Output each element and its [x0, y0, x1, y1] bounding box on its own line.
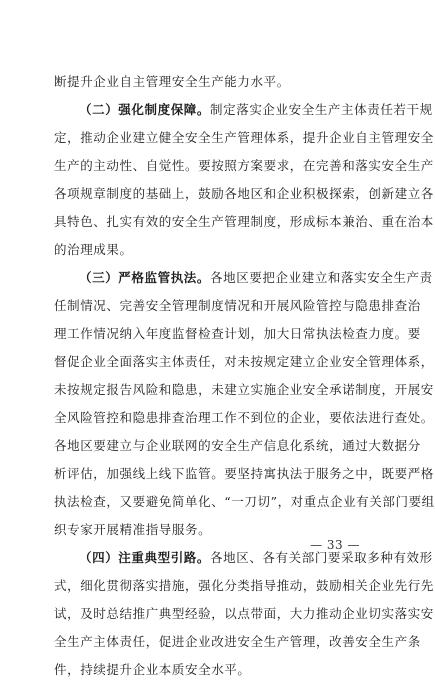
text-line: 各地区要建立与企业联网的安全生产信息化系统，通过大数据分 [54, 438, 421, 453]
text-line: 定，推动企业建立健全安全生产管理体系，提升企业自主管理安全 [54, 130, 434, 145]
text-line: 件，持续提升企业本质安全水平。 [54, 662, 251, 677]
text-line: （三）严格监管执法。各地区要把企业建立和落实安全生产责 [79, 270, 433, 285]
text-line: 执法检查，又要避免简单化、“一刀切”，对重点企业有关部门要组 [54, 494, 435, 509]
text-line: 督促企业全面落实主体责任，对未按规定建立企业安全管理体系， [54, 354, 434, 369]
text-line: 任制情况、完善安全管理制度情况和开展风险管控与隐患排查治 [54, 298, 421, 313]
text-line: 未按规定报告风险和隐患，未建立实施企业安全承诺制度，开展安 [54, 382, 434, 397]
text-line: 式，细化贯彻落实措施，强化分类指导推动，鼓励相关企业先行先 [54, 578, 434, 593]
section-heading: （二）强化制度保障。 [79, 102, 211, 117]
text-line: （二）强化制度保障。制定落实企业安全生产主体责任若干规 [79, 102, 433, 117]
text-line: 生产的主动性、自觉性。要按照方案要求，在完善和落实安全生产 [54, 158, 434, 173]
page-number: — 33 — [310, 538, 360, 552]
section-heading: （四）注重典型引路。 [79, 550, 211, 565]
text-line: 全生产主体责任，促进企业改进安全生产管理，改善安全生产条 [54, 634, 421, 649]
text-line: 试，及时总结推广典型经验，以点带面，大力推动企业切实落实安 [54, 606, 434, 621]
text-line: 断提升企业自主管理安全生产能力水平。 [54, 74, 290, 89]
text-line: 析评估，加强线上线下监管。要坚持寓执法于服务之中，既要严格 [54, 466, 434, 481]
text-line: 的治理成果。 [54, 242, 133, 257]
text-line: 理工作情况纳入年度监督检查计划，加大日常执法检查力度。要 [54, 326, 421, 341]
body-text [54, 68, 435, 684]
text-line: 全风险管控和隐患排查治理工作不到位的企业，要依法进行查处。 [54, 410, 434, 425]
text-line: （四）注重典型引路。各地区、各有关部门要采取多种有效形 [79, 550, 433, 565]
text-line: 各项规章制度的基础上，鼓励各地区和企业积极探索，创新建立各 [54, 186, 434, 201]
text-line: 织专家开展精准指导服务。 [54, 522, 212, 537]
section-heading: （三）严格监管执法。 [79, 270, 211, 285]
text-line: 具特色、扎实有效的安全生产管理制度，形成标本兼治、重在治本 [54, 214, 434, 229]
